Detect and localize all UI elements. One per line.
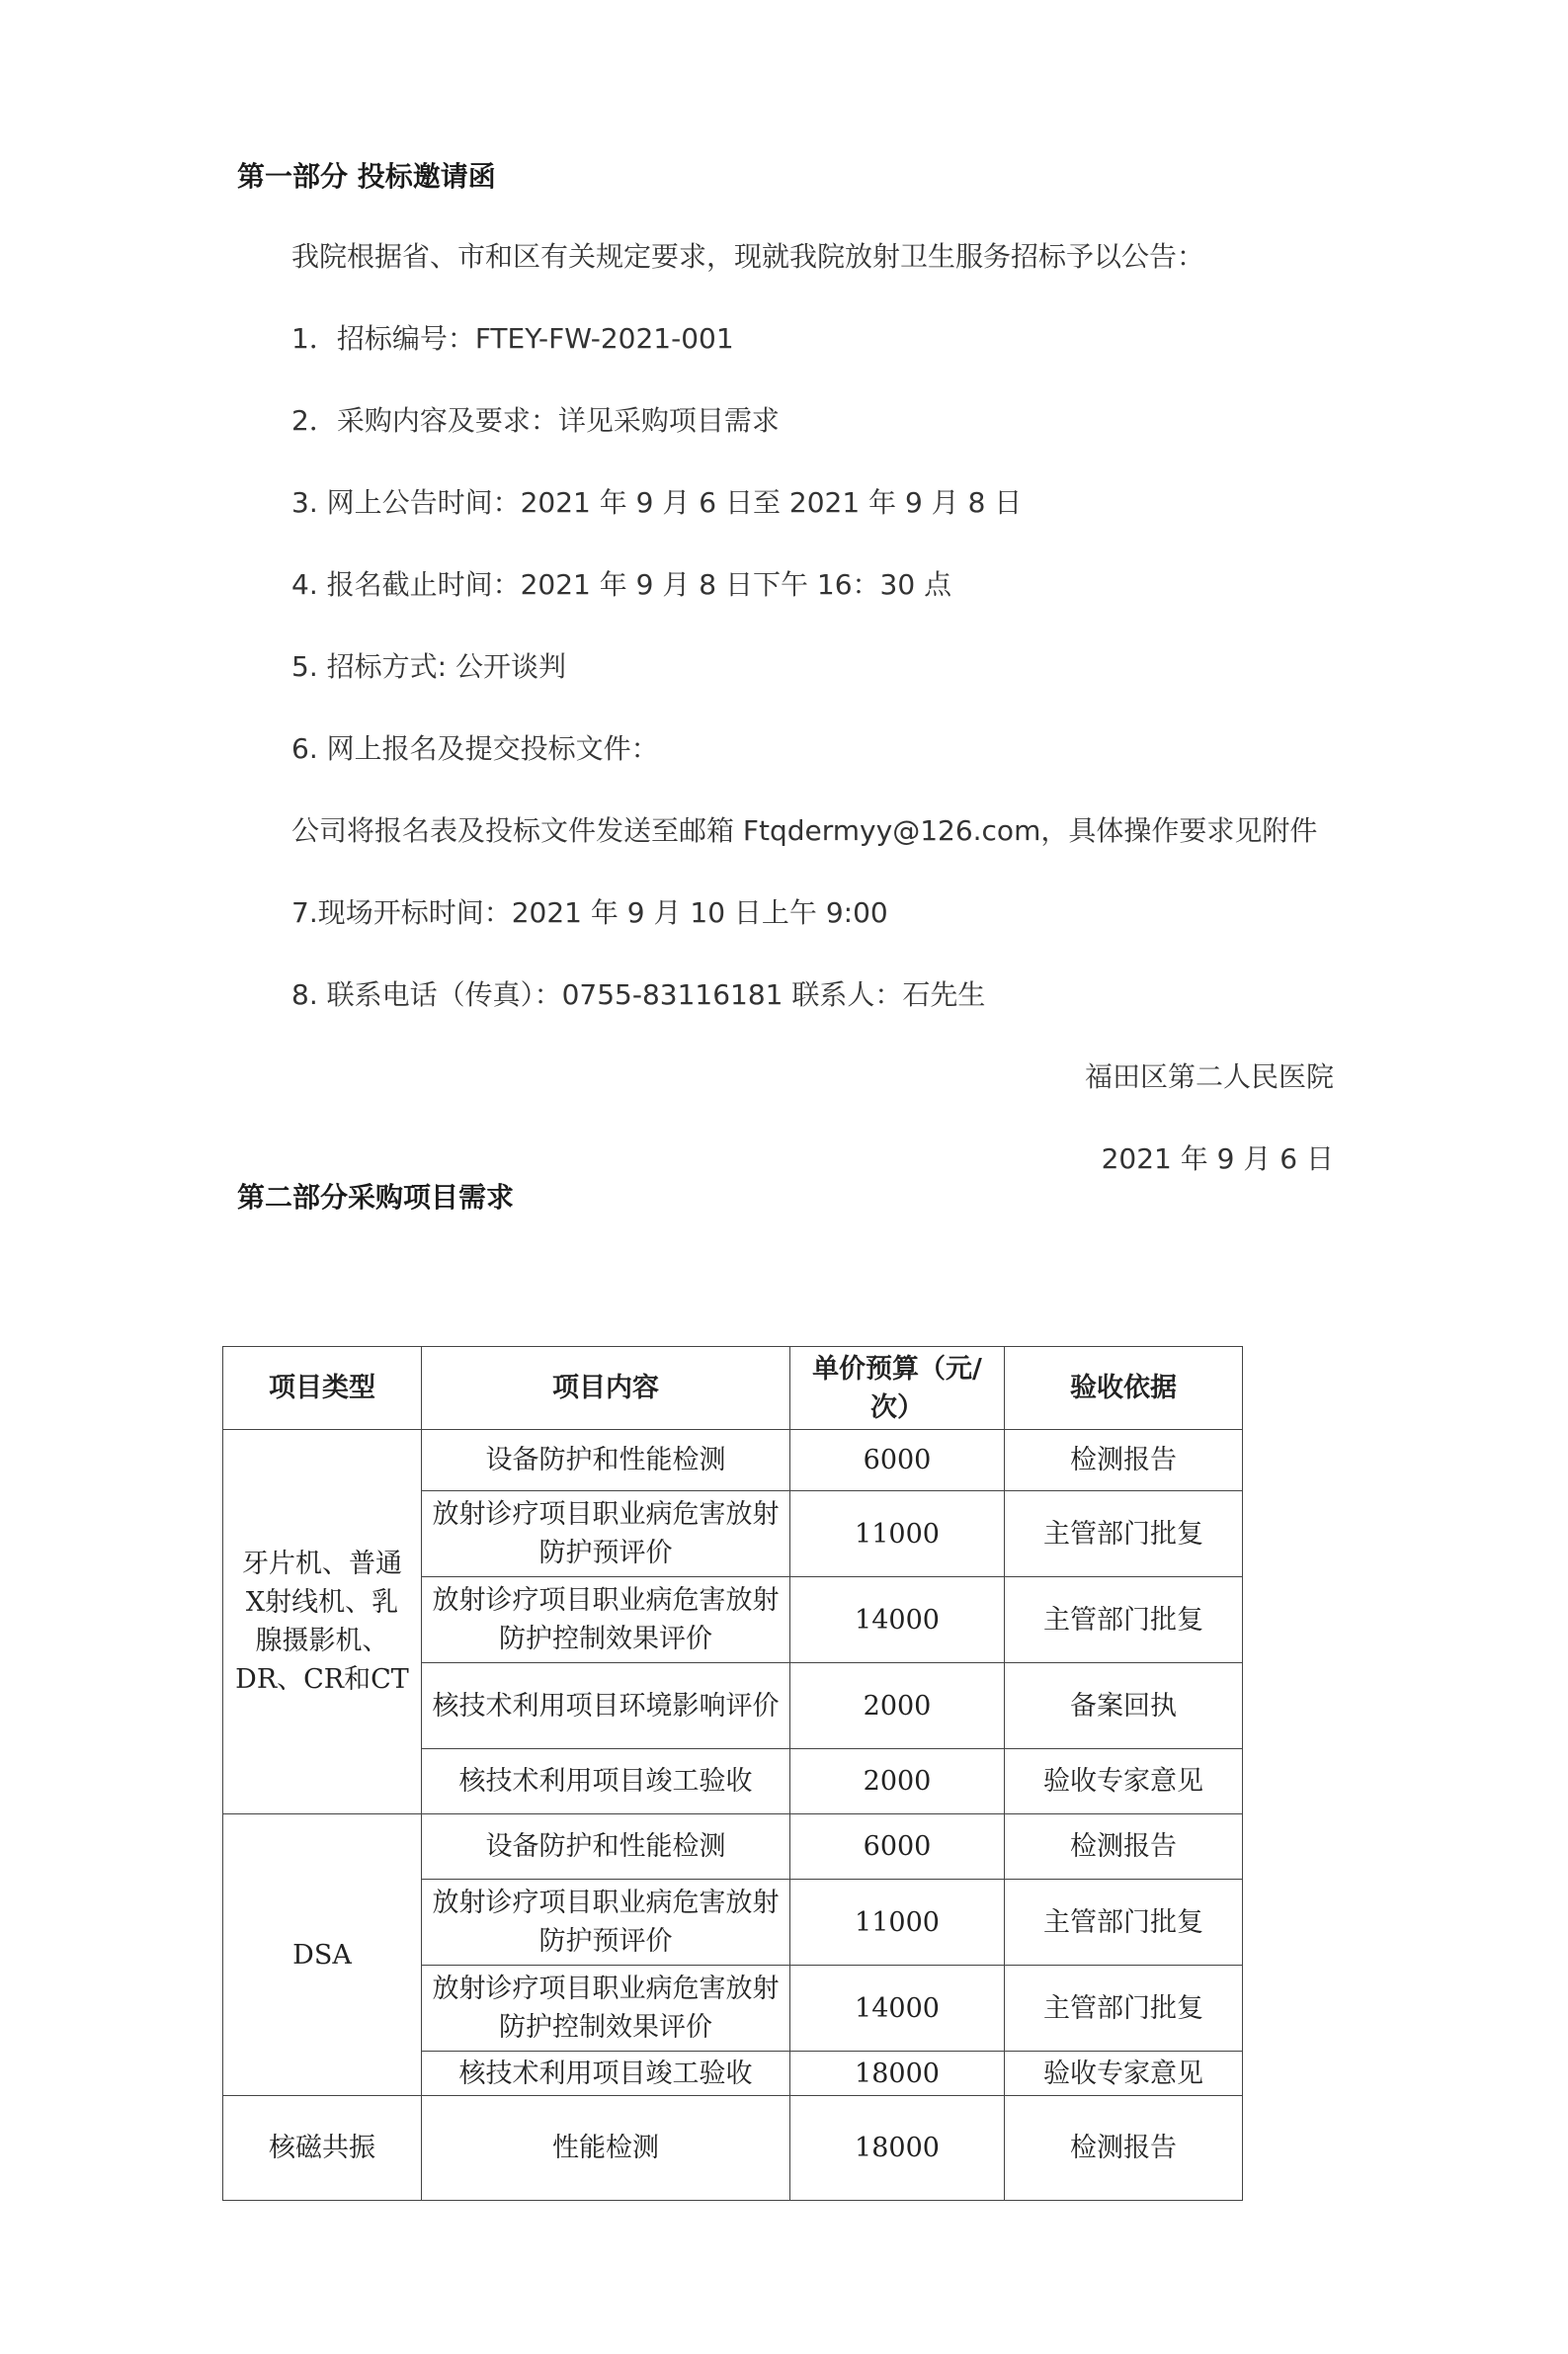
content-cell: 性能检测 xyxy=(422,2096,790,2201)
group-type-cell: 牙片机、普通X射线机、乳腺摄影机、DR、CR和CT xyxy=(223,1430,422,1814)
basis-cell: 检测报告 xyxy=(1005,1814,1243,1880)
item-opening-time: 7.现场开标时间：2021 年 9 月 10 日上午 9:00 xyxy=(291,896,888,929)
item-registration-deadline: 4. 报名截止时间：2021 年 9 月 8 日下午 16：30 点 xyxy=(291,568,952,601)
basis-cell: 检测报告 xyxy=(1005,2096,1243,2201)
content-cell: 放射诊疗项目职业病危害放射防护控制效果评价 xyxy=(422,1966,790,2052)
signature: 福田区第二人民医院 xyxy=(1084,1060,1334,1093)
item-bid-number: 1．招标编号：FTEY-FW-2021-001 xyxy=(291,322,734,355)
item-announcement-time: 3. 网上公告时间：2021 年 9 月 6 日至 2021 年 9 月 8 日 xyxy=(291,486,1023,519)
content-cell: 设备防护和性能检测 xyxy=(422,1430,790,1491)
price-cell: 6000 xyxy=(790,1814,1005,1880)
content-cell: 设备防护和性能检测 xyxy=(422,1814,790,1880)
price-cell: 2000 xyxy=(790,1749,1005,1814)
header-acceptance-basis: 验收依据 xyxy=(1005,1347,1243,1430)
price-cell: 14000 xyxy=(790,1966,1005,2052)
table-row xyxy=(223,2096,1243,2201)
price-cell: 18000 xyxy=(790,2052,1005,2096)
basis-cell: 主管部门批复 xyxy=(1005,1880,1243,1966)
header-project-type: 项目类型 xyxy=(223,1347,422,1430)
part1-heading: 第一部分 投标邀请函 xyxy=(237,160,496,193)
table-header-row xyxy=(223,1347,1243,1430)
header-project-content: 项目内容 xyxy=(422,1347,790,1430)
price-cell: 18000 xyxy=(790,2096,1005,2201)
content-cell: 核技术利用项目竣工验收 xyxy=(422,1749,790,1814)
item-bidding-method: 5. 招标方式: 公开谈判 xyxy=(291,650,566,683)
basis-cell: 备案回执 xyxy=(1005,1663,1243,1749)
price-cell: 2000 xyxy=(790,1663,1005,1749)
basis-cell: 主管部门批复 xyxy=(1005,1966,1243,2052)
header-unit-budget: 单价预算（元/次） xyxy=(790,1347,1005,1430)
table-row xyxy=(223,1430,1243,1491)
content-cell: 核技术利用项目竣工验收 xyxy=(422,2052,790,2096)
intro-paragraph: 我院根据省、市和区有关规定要求，现就我院放射卫生服务招标予以公告： xyxy=(291,240,1205,273)
basis-cell: 验收专家意见 xyxy=(1005,1749,1243,1814)
signature-date: 2021 年 9 月 6 日 xyxy=(1101,1142,1334,1175)
content-cell: 放射诊疗项目职业病危害放射防护预评价 xyxy=(422,1491,790,1577)
basis-cell: 检测报告 xyxy=(1005,1430,1243,1491)
requirements-table xyxy=(222,1346,1243,2201)
group-type-cell: 核磁共振 xyxy=(223,2096,422,2201)
item-online-registration: 6. 网上报名及提交投标文件： xyxy=(291,732,659,765)
basis-cell: 验收专家意见 xyxy=(1005,2052,1243,2096)
table-row xyxy=(223,1814,1243,1880)
item-email-instructions: 公司将报名表及投标文件发送至邮箱 Ftqdermyy@126.com，具体操作要求见附件 xyxy=(291,814,1318,847)
price-cell: 11000 xyxy=(790,1880,1005,1966)
group-type-cell: DSA xyxy=(223,1814,422,2096)
price-cell: 11000 xyxy=(790,1491,1005,1577)
item-purchase-content: 2．采购内容及要求：详见采购项目需求 xyxy=(291,404,780,437)
content-cell: 放射诊疗项目职业病危害放射防护控制效果评价 xyxy=(422,1577,790,1663)
price-cell: 14000 xyxy=(790,1577,1005,1663)
item-contact: 8. 联系电话（传真）：0755-83116181 联系人：石先生 xyxy=(291,978,986,1011)
basis-cell: 主管部门批复 xyxy=(1005,1577,1243,1663)
content-cell: 放射诊疗项目职业病危害放射防护预评价 xyxy=(422,1880,790,1966)
basis-cell: 主管部门批复 xyxy=(1005,1491,1243,1577)
price-cell: 6000 xyxy=(790,1430,1005,1491)
part2-heading: 第二部分采购项目需求 xyxy=(237,1181,515,1214)
content-cell: 核技术利用项目环境影响评价 xyxy=(422,1663,790,1749)
